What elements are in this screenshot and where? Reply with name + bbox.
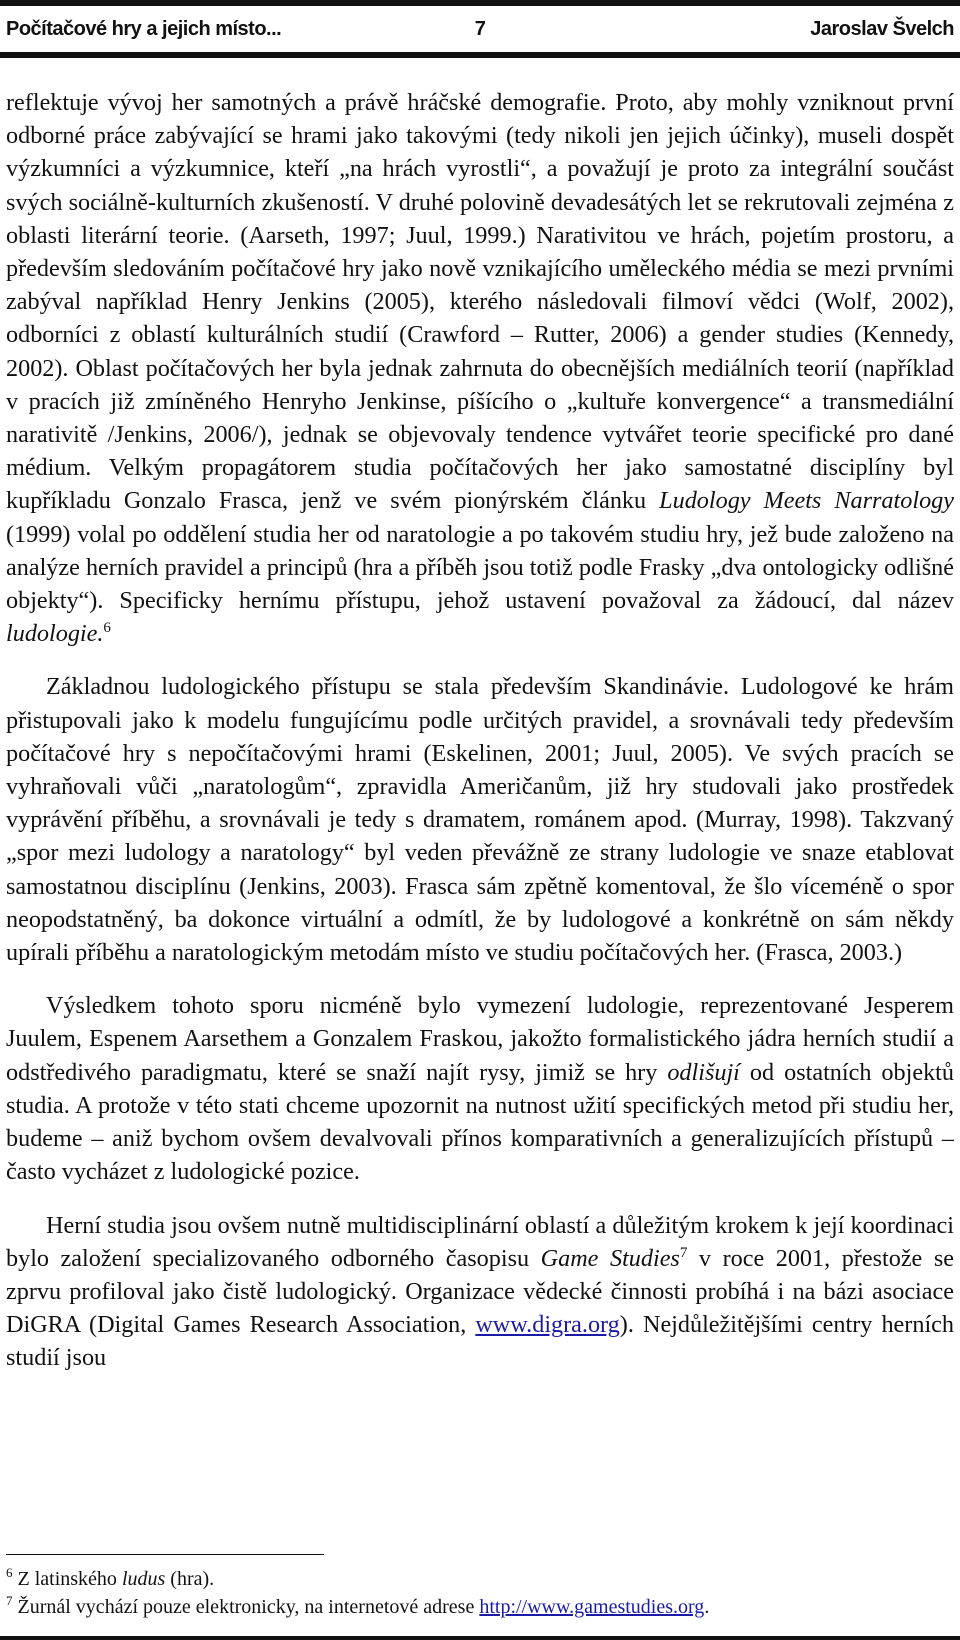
header-author: Jaroslav Švelch — [810, 17, 954, 40]
page-number: 7 — [474, 17, 486, 40]
journal-title: Game Studies — [540, 1244, 680, 1272]
footnote-6: $^6$ Z latinského ludus (hra). — [6, 1565, 215, 1590]
paragraph-4: Herní studia jsou ovšem nutně multidisciplinární oblastí a důležitým krokem k její koordinaci bylo založení specializovaného odborného časopisu Game Studies$^7$ v roce 2001, přestože se zprvu profiloval jako čistě ludologický. Organizace vědecké činnosti probíhá i na bázi asociace DiGRA (Digital Games Research Association, www.digra.org). Nejdůležitějšími centry herních studií jsou — [6, 1211, 955, 1372]
footnote-separator — [6, 1554, 324, 1555]
term-ludologie: ludologie. — [6, 620, 104, 648]
article-title: Ludology Meets Narratology — [659, 487, 954, 515]
running-header — [0, 6, 960, 52]
header-title: Počítačové hry a jejich místo... — [6, 17, 282, 40]
footnote-ref-6[interactable]: 6 — [103, 620, 111, 637]
header-bottom-rule — [0, 52, 960, 58]
page-body — [6, 86, 954, 1375]
paragraph-1: reflektuje vývoj her samotných a právě hráčské demografie. Proto, aby mohly vzniknout první odborné práce zabývající se hrami jako takovými (tedy nikoli jen jejich účinky), museli dospět výzkumníci a výzkumnice, kteří „na hrách vyrostli“, a považují je proto za integrální součást svých sociálně-kulturních zkušeností. V druhé polovině devadesátých let se rekrutovali zejména z oblasti literární teorie. (Aarseth, 1997; Juul, 1999.) Narativitou ve hrách, pojetím prostoru, a především sledováním počítačové hry jako nově vznikajícího uměleckého média se mezi prvními zabýval například Henry Jenkins (2005), kterého následovali filmoví vědci (Wolf, 2002), odborníci z oblastí kulturálních studií (Crawford – Rutter, 2006) a gender studies (Kennedy, 2002). Oblast počítačových her byla jednak zahrnuta do obecnějších mediálních teorií (například v pracích již zmíněného Henryho Jenkinse, píšícího o „kultuře konvergence“ a transmediální narativitě /Jenkins, 2006/), jednak se objevovaly tendence vytvářet teorie specifické pro dané médium. Velkým propagátorem studia počítačových her jako samostatné disciplíny byl kupříkladu Gonzalo Frasca, jenž ve svém pionýrském článku Ludology Meets Narratology (1999) volal po oddělení studia her od naratologie a po takovém studiu hry, jež bude založeno na analýze herních pravidel a principů (hra a příběh jsou totiž podle Frasky „dva ontologicky odlišné objekty“). Specificky hernímu přístupu, jehož ustavení považoval za žádoucí, dal název ludologie.$^6$ — [6, 89, 954, 648]
footnote-7: $^7$ Žurnál vychází pouze elektronicky, na internetové adrese http://www.gamestudies.org. — [6, 1593, 710, 1618]
footnotes — [6, 1565, 954, 1621]
paragraph-2: Základnou ludologického přístupu se stala především Skandinávie. Ludologové ke hrám přistupovali jako k modelu fungujícímu podle určitých pravidel, a srovnávali tedy především počítačové hry s nepočítačovými hrami (Eskelinen, 2001; Juul, 2005). Ve svých pracích se vyhraňovali vůči „naratologům“, zpravidla Američanům, již hry studovali jako prostředek vyprávění příběhu, a srovnávali je tedy s dramatem, románem apod. (Murray, 1998). Takzvaný „spor mezi ludology a naratology“ byl veden převážně ze strany ludologie ve snaze etablovat samostatnou disciplínu (Jenkins, 2003). Frasca sám zpětně komentoval, že šlo víceméně o spor neopodstatněný, ba dokonce virtuální a odmítl, že by ludologové a konkrétně on sám někdy upírali příběhu a naratologickým metodám místo ve studiu počítačových her. (Frasca, 2003.) — [6, 673, 954, 967]
emphasis-odlisuji: odlišují — [667, 1058, 740, 1086]
paragraph-3: Výsledkem tohoto sporu nicméně bylo vymezení ludologie, reprezentované Jesperem Juulem, Espenem Aarsethem a Gonzalem Fraskou, jakožto formalistického jádra herních studií a odstředivého paradigmatu, které se snaží najít rysy, jimiž se hry odlišují od ostatních objektů studia. A protože v této stati chceme upozornit na nutnost užití specifických metod při studiu her, budeme – aniž bychom ovšem devalvovali přínos komparativních a generalizujících přístupů – často vycházet z ludologické pozice. — [6, 992, 954, 1186]
page-bottom-rule — [0, 1636, 960, 1640]
gamestudies-link[interactable]: http://www.gamestudies.org — [479, 1596, 705, 1618]
digra-link[interactable]: www.digra.org — [475, 1311, 620, 1339]
footnote-ref-7[interactable]: 7 — [679, 1244, 688, 1261]
